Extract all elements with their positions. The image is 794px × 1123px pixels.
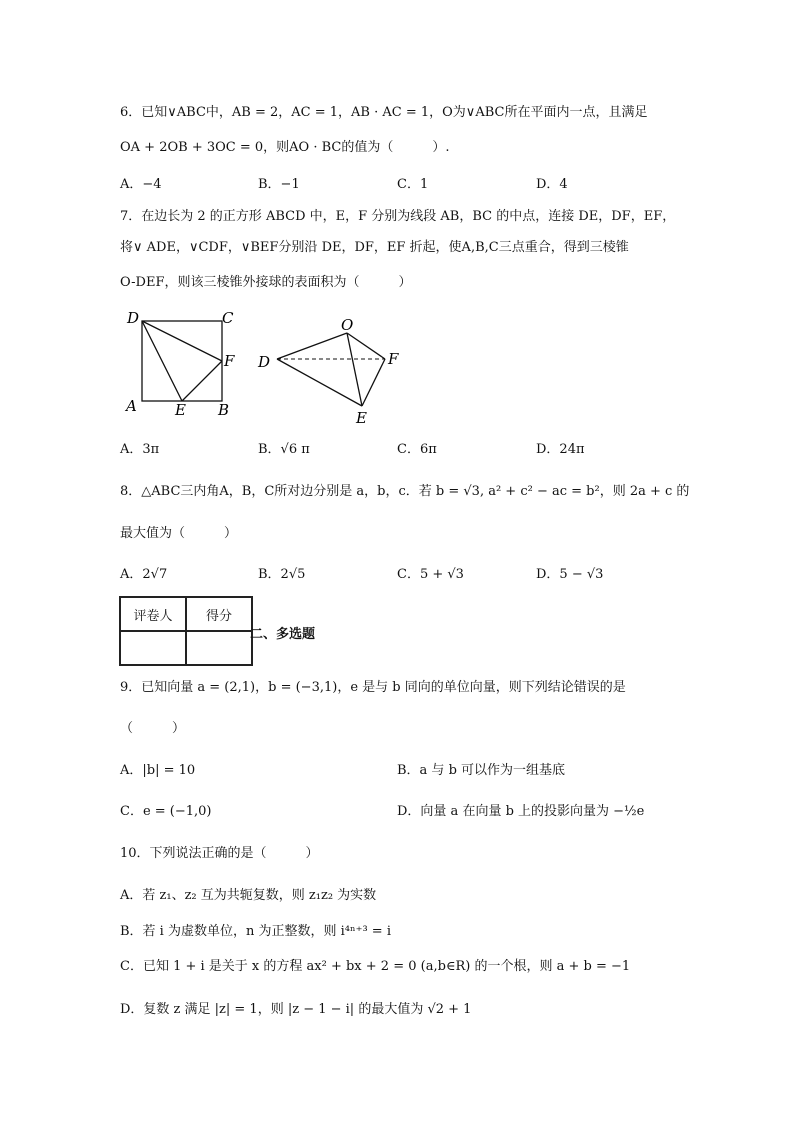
q10-option-b: B．若 i 为虚数单位，n 为正整数，则 i⁴ⁿ⁺³ = i xyxy=(120,924,391,939)
q6-option-b: B．−1 xyxy=(258,177,300,192)
q9-stem-line1: 9．已知向量 a = (2,1)，b = (−3,1)，e 是与 b 同向的单位向量，则下列结论错误的是 xyxy=(120,680,626,695)
label-d2: D xyxy=(258,353,271,371)
pyramid-figure xyxy=(255,315,415,425)
q6-option-d: D．4 xyxy=(536,177,568,192)
q7-stem-line2: 将∨ ADE，∨CDF，∨BEF分别沿 DE，DF，EF 折起，使A,B,C三点重合，得到三棱锥 xyxy=(120,240,629,255)
edge-of xyxy=(347,333,385,359)
segment-df xyxy=(142,321,222,361)
q8-stem-line1: 8．△ABC三内角A，B，C所对边分别是 a，b，c．若 b = √3, a² + c² − ac = b²，则 2a + c 的 xyxy=(120,484,690,499)
q8-option-b: B．2√5 xyxy=(258,567,306,582)
q6-stem-line1: 6．已知∨ABC中，AB = 2，AC = 1，AB · AC = 1，O为∨ABC所在平面内一点，且满足 xyxy=(120,105,648,120)
edge-fe xyxy=(362,359,385,406)
q10-option-a: A．若 z₁、z₂ 互为共轭复数，则 z₁z₂ 为实数 xyxy=(120,888,377,903)
q8-option-a: A．2√7 xyxy=(120,567,168,582)
q6-option-a: A．−4 xyxy=(120,177,162,192)
grader-table xyxy=(119,596,253,666)
q9-option-d: D．向量 a 在向量 b 上的投影向量为 −½e xyxy=(397,804,645,819)
edge-de xyxy=(277,359,362,406)
q8-option-d: D．5 − √3 xyxy=(536,567,604,582)
grader-header-score: 得分 xyxy=(186,597,252,631)
q6-stem-line2: OA + 2OB + 3OC = 0，则AO · BC的值为（ ）. xyxy=(120,140,450,155)
q10-option-d: D．复数 z 满足 |z| = 1，则 |z − 1 − i| 的最大值为 √2 + 1 xyxy=(120,1002,472,1017)
q9-option-c: C．e = (−1,0) xyxy=(120,804,212,819)
grader-cell-score[interactable] xyxy=(186,631,252,665)
q9-stem-line2: （ ） xyxy=(120,721,186,736)
q10-stem: 10．下列说法正确的是（ ） xyxy=(120,846,319,861)
segment-de xyxy=(142,321,182,401)
edge-oe xyxy=(347,333,362,406)
label-e2: E xyxy=(356,409,367,427)
label-f2: F xyxy=(388,350,399,368)
label-o: O xyxy=(341,316,354,334)
label-e: E xyxy=(175,401,186,419)
label-a: A xyxy=(126,397,137,415)
edge-do xyxy=(277,333,347,359)
section-title: 二、多选题 xyxy=(250,627,316,642)
q8-stem-line2: 最大值为（ ） xyxy=(120,526,238,541)
q7-option-b: B．√6 π xyxy=(258,442,310,457)
square-figure xyxy=(120,305,250,419)
label-f: F xyxy=(224,352,235,370)
q9-option-b: B．a 与 b 可以作为一组基底 xyxy=(397,763,566,778)
q7-stem-line3: O-DEF，则该三棱锥外接球的表面积为（ ） xyxy=(120,275,412,290)
q10-option-c: C．已知 1 + i 是关于 x 的方程 ax² + bx + 2 = 0 (a,b∈R) 的一个根，则 a + b = −1 xyxy=(120,959,631,974)
label-c: C xyxy=(222,309,234,327)
label-d: D xyxy=(127,309,140,327)
segment-ef xyxy=(182,361,222,401)
q7-stem-line1: 7．在边长为 2 的正方形 ABCD 中，E，F 分别为线段 AB，BC 的中点，连接 DE，DF，EF， xyxy=(120,209,676,224)
q8-option-c: C．5 + √3 xyxy=(397,567,464,582)
q7-option-c: C．6π xyxy=(397,442,437,457)
grader-header-reviewer: 评卷人 xyxy=(120,597,186,631)
grader-cell-reviewer[interactable] xyxy=(120,631,186,665)
q9-option-a: A．|b| = 10 xyxy=(120,763,196,778)
q7-option-d: D．24π xyxy=(536,442,585,457)
q6-option-c: C．1 xyxy=(397,177,429,192)
square-abcd xyxy=(142,321,222,401)
q7-option-a: A．3π xyxy=(120,442,160,457)
label-b: B xyxy=(218,401,230,419)
